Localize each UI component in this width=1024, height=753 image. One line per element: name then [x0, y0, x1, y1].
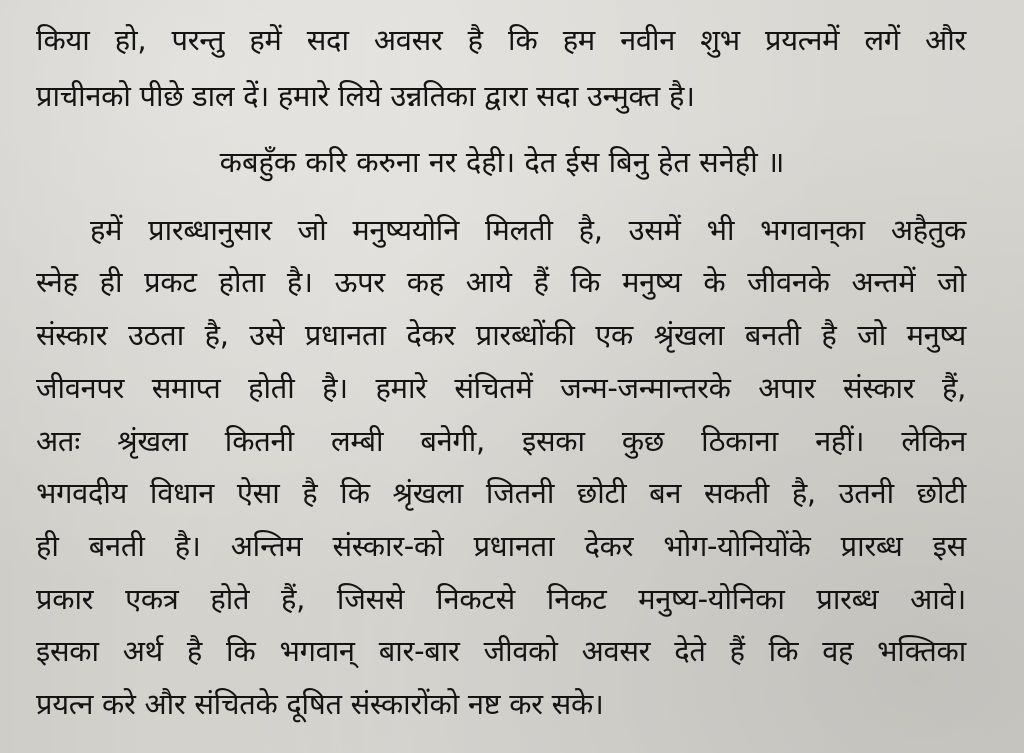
text-line: संस्कार उठता है, उसे प्रधानता देकर प्रारब्धोंकी एक श्रृंखला बनती है जो मनुष्य	[36, 318, 966, 352]
text-line: स्नेह ही प्रकट होता है। ऊपर कह आये हैं कि मनुष्य के जीवनके अन्तमें जो	[36, 265, 966, 299]
text-line: अतः श्रृंखला कितनी लम्बी बनेगी, इसका कुछ ठिकाना नहीं। लेकिन	[36, 424, 966, 458]
text-line: जीवनपर समाप्त होती है। हमारे संचितमें जन्म-जन्मान्तरके अपार संस्कार हैं,	[36, 371, 966, 405]
text-line: इसका अर्थ है कि भगवान् बार-बार जीवको अवसर देते हैं कि वह भक्तिका	[36, 634, 966, 668]
text-line: प्राचीनको पीछे डाल दें। हमारे लिये उन्नतिका द्वारा सदा उन्मुक्त है।	[36, 79, 695, 113]
text-line: प्रकार एकत्र होते हैं, जिससे निकटसे निकट मनुष्य-योनिका प्रारब्ध आवे।	[36, 582, 966, 616]
text-line: किया हो, परन्तु हमें सदा अवसर है कि हम नवीन शुभ प्रयत्नमें लगें और	[36, 23, 966, 57]
verse-line: कबहुँक करि करुना नर देही। देत ईस बिनु हेत सनेही ॥	[219, 145, 785, 179]
text-line: प्रयत्न करे और संचितके दूषित संस्कारोंको नष्ट कर सके।	[36, 687, 604, 721]
text-line: भगवदीय विधान ऐसा है कि श्रृंखला जितनी छोटी बन सकती है, उतनी छोटी	[36, 476, 966, 510]
text-line: ही बनती है। अन्तिम संस्कार-को प्रधानता देकर भोग-योनियोंके प्रारब्ध इस	[36, 529, 966, 563]
text-line: हमें प्रारब्धानुसार जो मनुष्ययोनि मिलती है, उसमें भी भगवान्‌का अहैतुक	[90, 213, 966, 247]
